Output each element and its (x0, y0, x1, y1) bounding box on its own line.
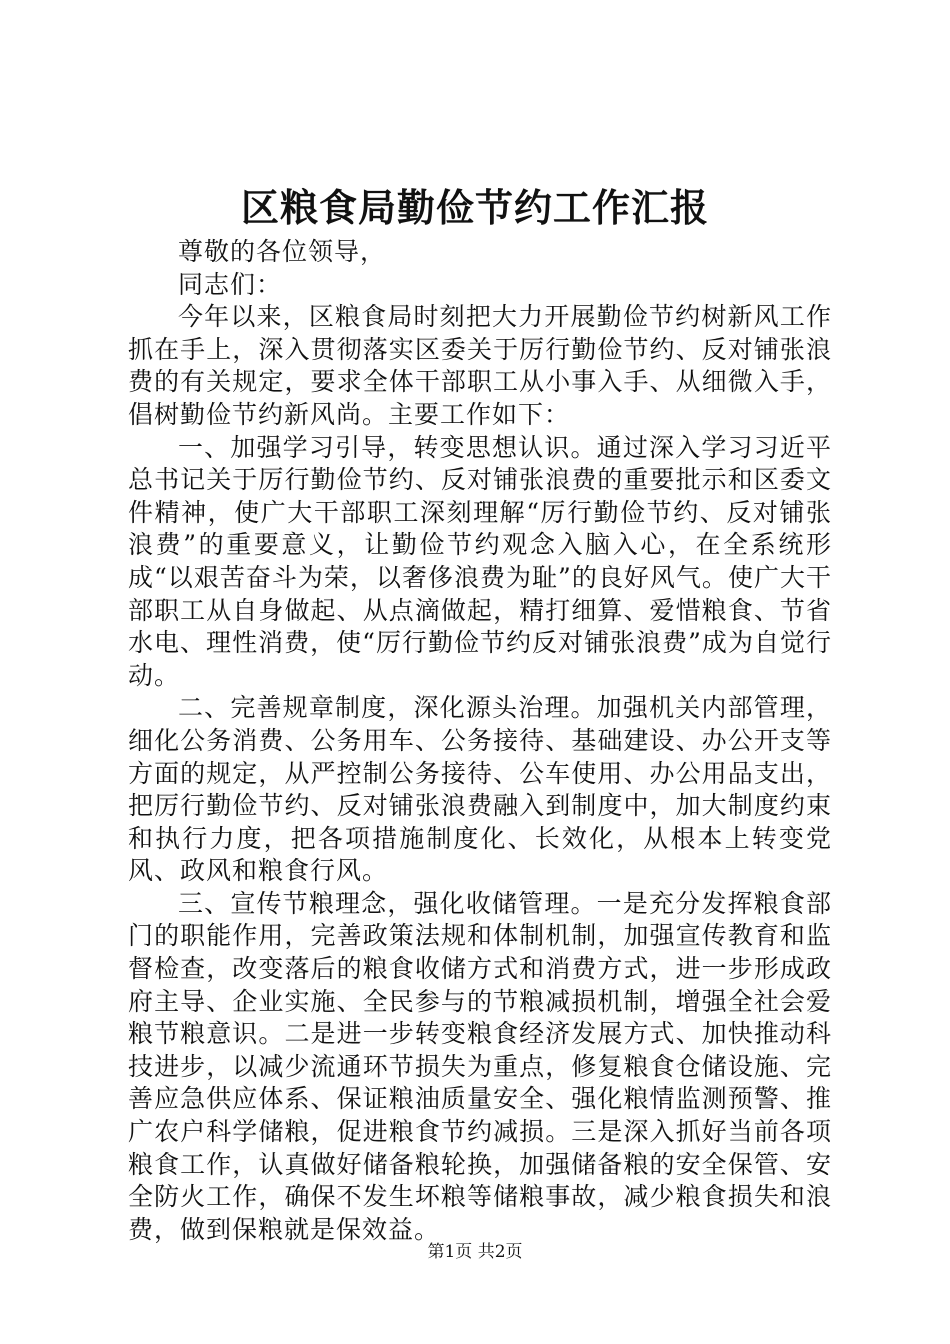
body-paragraph: 三、宣传节粮理念，强化收储管理。一是充分发挥粮食部门的职能作用，完善政策法规和体制机制，加强宣传教育和监督检查，改变落后的粮食收储方式和消费方式，进一步形成政府主导、企业实施、全民参与的节粮减损机制，增强全社会爱粮节粮意识。二是进一步转变粮食经济发展方式、加快推动科技进步，以减少流通环节损失为重点，修复粮食仓储设施、完善应急供应体系、保证粮油质量安全、强化粮情监测预警、推广农户科学储粮，促进粮食节约减损。三是深入抓好当前各项粮食工作，认真做好储备粮轮换，加强储备粮的安全保管、安全防火工作，确保不发生坏粮等储粮事故，减少粮食损失和浪费，做到保粮就是保效益。 (128, 888, 832, 1244)
body-paragraph: 一、加强学习引导，转变思想认识。通过深入学习习近平总书记关于厉行勤俭节约、反对铺张浪费的重要批示和区委文件精神，使广大干部职工深刻理解“厉行勤俭节约、反对铺张浪费”的重要意义，让勤俭节约观念入脑入心，在全系统形成“以艰苦奋斗为荣，以奢侈浪费为耻”的良好风气。使广大干部职工从自身做起、从点滴做起，精打细算、爱惜粮食、节省水电、理性消费，使“厉行勤俭节约反对铺张浪费”成为自觉行动。 (128, 432, 832, 690)
body-paragraph: 二、完善规章制度，深化源头治理。加强机关内部管理，细化公务消费、公务用车、公务接待、基础建设、办公开支等方面的规定，从严控制公务接待、公车使用、办公用品支出，把厉行勤俭节约、反对铺张浪费融入到制度中，加大制度约束和执行力度，把各项措施制度化、长效化，从根本上转变党风、政风和粮食行风。 (128, 693, 832, 886)
document-title: 区粮食局勤俭节约工作汇报 (240, 185, 709, 230)
document-body (128, 236, 832, 1246)
page-footer: 第1页 共2页 (427, 1242, 523, 1262)
salutation-line: 尊敬的各位领导， (178, 237, 387, 266)
salutation-line: 同志们： (178, 269, 283, 299)
body-paragraph: 今年以来，区粮食局时刻把大力开展勤俭节约树新风工作抓在手上，深入贯彻落实区委关于厉行勤俭节约、反对铺张浪费的有关规定，要求全体干部职工从小事入手、从细微入手，倡树勤俭节约新风尚。主要工作如下： (128, 302, 832, 429)
